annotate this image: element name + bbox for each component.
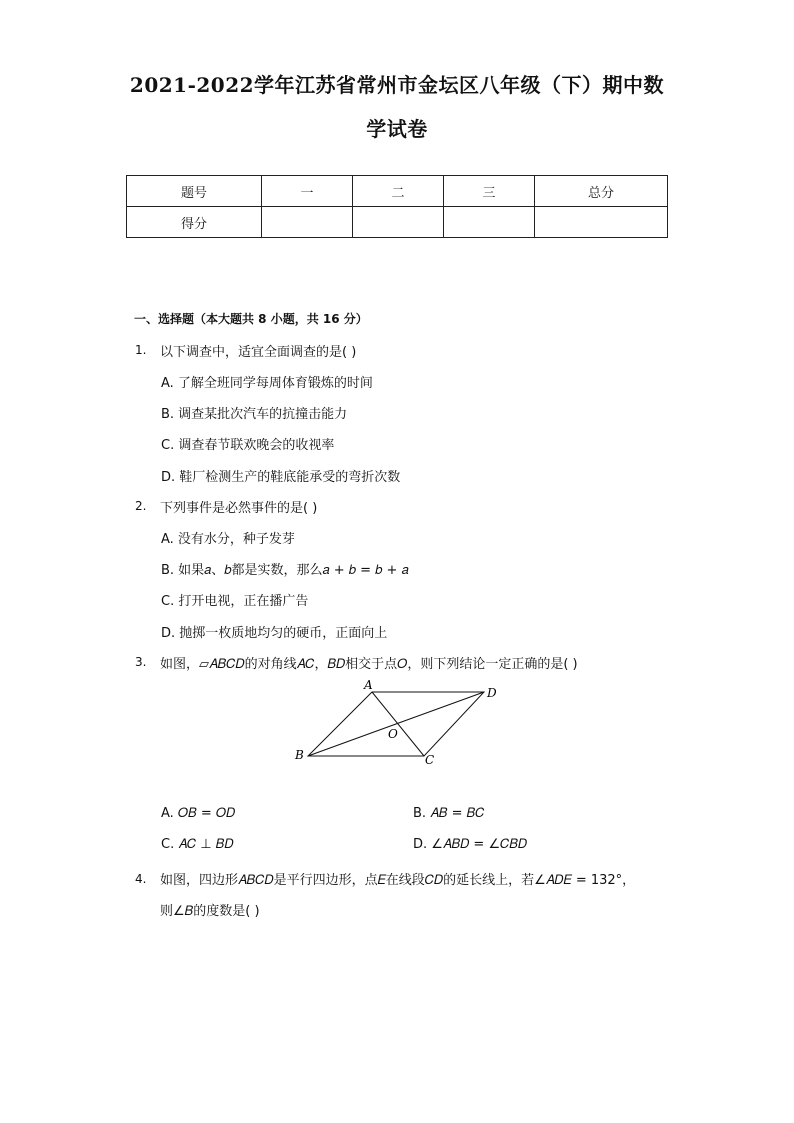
score-table-score-row bbox=[127, 207, 668, 238]
score-cell-part3 bbox=[444, 207, 535, 238]
question-stem: 以下调查中，适宜全面调查的是( ) bbox=[160, 345, 357, 360]
score-row-label: 得分 bbox=[127, 207, 262, 238]
exam-title-line2: 学试卷 bbox=[366, 117, 428, 141]
score-header-part2: 二 bbox=[353, 176, 444, 207]
score-cell-part1 bbox=[262, 207, 353, 238]
exam-title-line1: 2021-2022学年江苏省常州市金坛区八年级（下）期中数 bbox=[129, 73, 665, 97]
question-number: 3. bbox=[135, 655, 147, 669]
question-stem: 下列事件是必然事件的是( ) bbox=[160, 501, 318, 516]
option-c: C. 𝐴𝐶 ⊥ 𝐵𝐷 bbox=[161, 837, 234, 852]
option-a: A. 𝑂𝐵 = 𝑂𝐷 bbox=[161, 806, 236, 821]
label-a: A bbox=[364, 678, 373, 692]
question-number: 4. bbox=[135, 872, 147, 886]
option-c: C. 打开电视，正在播广告 bbox=[161, 594, 309, 609]
score-header-label: 题号 bbox=[127, 176, 262, 207]
option-b: B. 如果𝑎、𝑏都是实数，那么𝑎 + 𝑏 = 𝑏 + 𝑎 bbox=[161, 563, 409, 578]
option-a: A. 没有水分，种子发芽 bbox=[161, 532, 295, 547]
score-table-header-row bbox=[127, 176, 668, 207]
option-c: C. 调查春节联欢晚会的收视率 bbox=[161, 438, 335, 453]
score-header-part3: 三 bbox=[444, 176, 535, 207]
parallelogram-figure bbox=[290, 676, 510, 771]
section-heading: 一、选择题（本大题共 8 小题，共 16 分） bbox=[134, 312, 368, 326]
option-b: B. 调查某批次汽车的抗撞击能力 bbox=[161, 407, 348, 422]
question-stem: 如图，▱𝐴𝐵𝐶𝐷的对角线𝐴𝐶，𝐵𝐷相交于点𝑂，则下列结论一定正确的是( ) bbox=[160, 657, 578, 672]
question-number: 1. bbox=[135, 343, 147, 357]
option-b: B. 𝐴𝐵 = 𝐵𝐶 bbox=[413, 806, 485, 821]
option-a: A. 了解全班同学每周体育锻炼的时间 bbox=[161, 376, 373, 391]
question-stem: 如图，四边形𝐴𝐵𝐶𝐷是平行四边形，点𝐸在线段𝐶𝐷的延长线上，若∠𝐴𝐷𝐸 = 132°， bbox=[160, 873, 636, 888]
option-d: D. 抛掷一枚质地均匀的硬币，正面向上 bbox=[161, 626, 388, 641]
question-stem-continued: 则∠𝐵的度数是( ) bbox=[160, 904, 260, 919]
diagonal-bd bbox=[308, 692, 484, 756]
option-d: D. 鞋厂检测生产的鞋底能承受的弯折次数 bbox=[161, 470, 401, 485]
label-c: C bbox=[425, 753, 435, 767]
score-header-part1: 一 bbox=[262, 176, 353, 207]
question-number: 2. bbox=[135, 499, 147, 513]
label-o: O bbox=[388, 727, 398, 741]
label-d: D bbox=[487, 686, 497, 700]
score-table bbox=[126, 175, 668, 238]
score-cell-total bbox=[535, 207, 668, 238]
label-b: B bbox=[295, 748, 304, 762]
diagonal-ac bbox=[372, 692, 424, 756]
score-header-total: 总分 bbox=[535, 176, 668, 207]
option-d: D. ∠𝐴𝐵𝐷 = ∠𝐶𝐵𝐷 bbox=[413, 837, 528, 852]
score-cell-part2 bbox=[353, 207, 444, 238]
